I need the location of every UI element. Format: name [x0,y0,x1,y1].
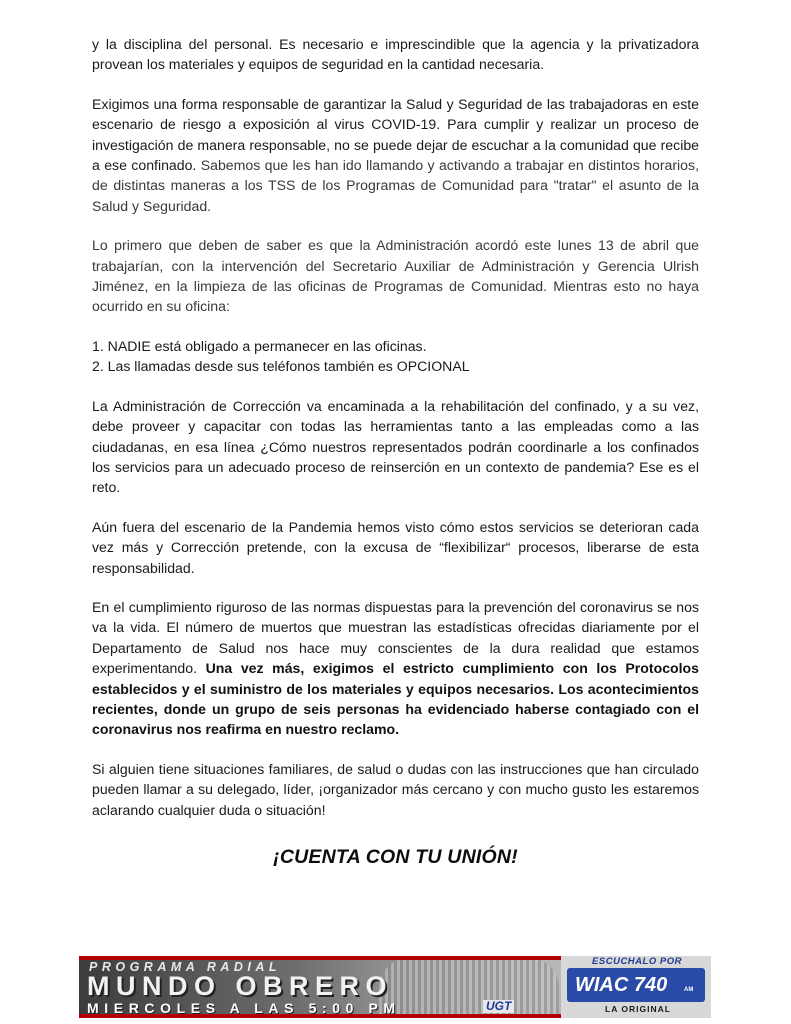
paragraph-2-part-b: Sabemos que les han ido llamando y activando a trabajar en distintos horarios, de distintas maneras a los TSS de los Programas de Comunidad para "tratar" el asunto de la Salud y Seguridad. [92,157,699,214]
station-panel [561,956,711,1018]
listen-label: ESCUCHALO POR [592,956,682,967]
microphone-graphic [379,958,559,1018]
radio-program-banner [79,956,711,1018]
ugt-logo: UGT [483,1000,514,1013]
station-band: AM [684,987,694,993]
paragraph-1: y la disciplina del personal. Es necesario e imprescindible que la agencia y la privatizadora provean los materiales y equipos de seguridad en la cantidad necesaria. [92,36,699,73]
banner-program-label: PROGRAMA RADIAL [89,960,282,974]
station-name: WIAC 740 [575,974,668,996]
station-tagline: LA ORIGINAL [605,1004,671,1014]
numbered-list [92,336,699,377]
paragraph-7: Si alguien tiene situaciones familiares, de salud o dudas con las instrucciones que han circulado pueden llamar a su delegado, líder, ¡organizador más cercano y con mucho gusto les estaremos aclarando cualquier duda o situación! [92,760,699,818]
paragraph-3: Lo primero que deben de saber es que la Administración acordó este lunes 13 de abril que trabajarían, con la intervención del Secretario Auxiliar de Administración y Gerencia Ulrish Jiménez, en la limpieza de las oficinas de Programas de Comunidad. Mientras esto no haya ocurrido en su oficina: [92,237,699,315]
paragraph-6 [92,597,699,740]
paragraph-2 [92,94,699,216]
paragraph-6-part-a: En el cumplimiento riguroso de las normas dispuestas para la prevención del coronavirus se nos va la vida. El número de muertos que muestran las estadísticas ofrecidas diariamente por el Departamento de Salud nos hace muy conscientes de la dura realidad que estamos experimentando. [92,598,699,677]
station-logo [567,968,705,1002]
banner-program-name: MUNDO OBRERO [87,971,393,1001]
closing-slogan: ¡CUENTA CON TU UNIÓN! [273,846,518,868]
paragraph-2-part-a: Exigimos una forma responsable de garantizar la Salud y Seguridad de las trabajadoras en este escenario de riesgo a exposición al virus COVID-19. Para cumplir y realizar un proceso de investigación de manera responsable, no se puede dejar de escuchar a la comunidad que recibe a ese confinado. [92,95,699,174]
document-body [92,34,699,839]
banner-schedule: MIERCOLES A LAS 5:00 PM [87,1000,401,1016]
list-item-2: 2. Las llamadas desde sus teléfonos también es OPCIONAL [92,358,470,375]
list-item-1: 1. NADIE está obligado a permanecer en las oficinas. [92,337,427,354]
paragraph-5: Aún fuera del escenario de la Pandemia hemos visto cómo estos servicios se deterioran cada vez más y Corrección pretende, con la excusa de “flexibilizar“ procesos, liberarse de esta responsabilidad. [92,518,699,576]
paragraph-4: La Administración de Corrección va encaminada a la rehabilitación del confinado, y a su vez, debe proveer y capacitar con todas las herramientas tanto a las empleadas como a las ciudadanas, en esa línea ¿Cómo nuestros representados podrán coordinarle a los confinados los servicios para un adecuado proceso de reinserción en un contexto de pandemia? Ese es el reto. [92,397,699,496]
paragraph-6-bold: Una vez más, exigimos el estricto cumplimiento con los Protocolos establecidos y el suministro de los materiales y equipos necesarios. Los acontecimientos recientes, donde un grupo de seis personas ha evidenciado haberse contagiado con el coronavirus nos reafirma en nuestro reclamo. [92,660,699,738]
